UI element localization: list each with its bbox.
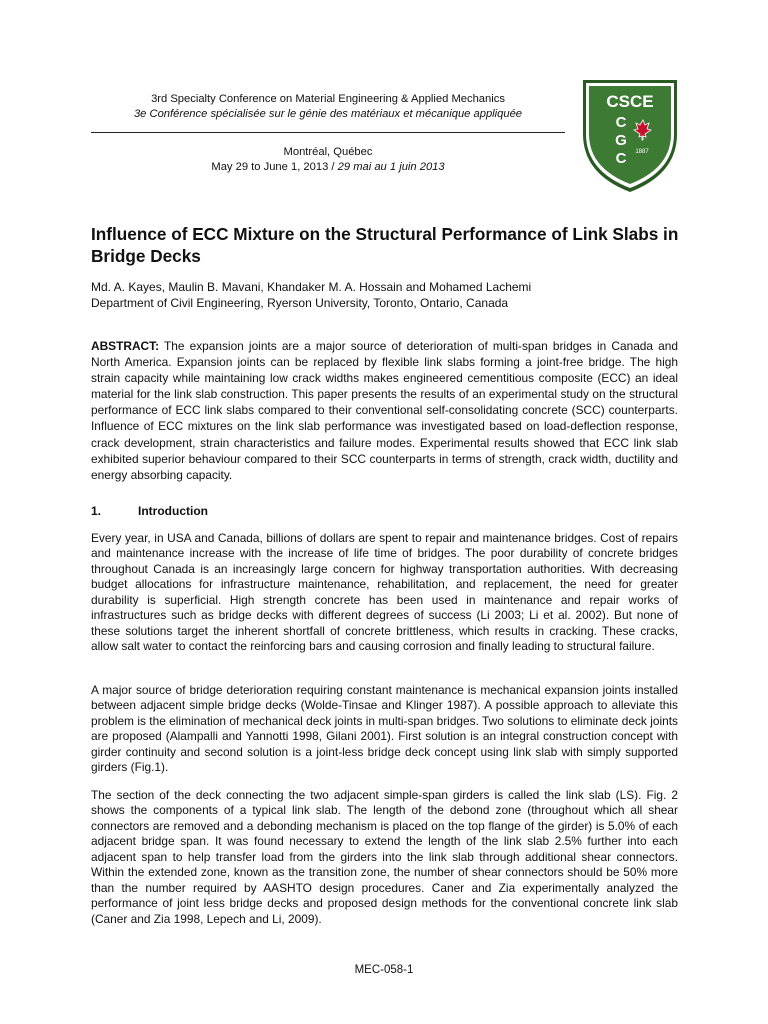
section-title: Introduction [138, 504, 208, 518]
conference-location [91, 145, 565, 175]
logo-letter-3: C [615, 150, 627, 167]
author-block [91, 279, 691, 311]
intro-paragraph-2: A major source of bridge deterioration requiring constant maintenance is mechanical expansion joints installed between adjacent simple bridge decks (Wolde-Tinsae and Klinger 1987). A possible approach to alleviate this problem is the elimination of mechanical deck joints in multi-span bridges. Two solutions to eliminate deck joints are proposed (Alampalli and Yannotti 1998, Gilani 2001). First solution is an integral construction concept with girder continuity and second solution is a joint-less bridge deck concept using link slab with simply supported girders (Fig.1). [91, 683, 678, 775]
intro-paragraph-3: The section of the deck connecting the two adjacent simple-span girders is called the link slab (LS). Fig. 2 shows the components of a typical link slab. The length of the debond zone (throughout which all shear connectors are removed and a debonding mechanism is placed on the top flange of the girder) is 5.0% of each adjacent bridge span. It was found necessary to extend the length of the link slab 2.5% further into each adjacent span to help transfer load from the girders into the link slab through additional shear connectors. Within the extended zone, known as the transition zone, the number of shear connectors should be 50% more than the number required by AASHTO design procedures. Caner and Zia experimentally analyzed the performance of joint less bridge decks and proposed design methods for the conventional concrete link slab (Caner and Zia 1998, Lepech and Li, 2009). [91, 788, 678, 926]
page-footer: MEC-058-1 [354, 964, 414, 976]
conference-header [91, 92, 565, 122]
logo-year: 1887 [635, 149, 649, 155]
abstract [91, 338, 678, 483]
abstract-label: ABSTRACT: [91, 339, 160, 353]
section-number: 1. [91, 504, 102, 518]
abstract-text: The expansion joints are a major source of deterioration of multi-span bridges in Canada and North America. Expansion joints can be replaced by flexible link slabs forming a joint-free bridge. The high strain capacity while maintaining low crack widths makes engineered cementitious composite (ECC) an ideal material for the link slab construction. This paper presents the results of an experimental study on the structural performance of ECC link slabs compared to their conventional self-consolidating concrete (SCC) counterparts. Influence of ECC mixtures on the link slab performance was investigated based on load-deflection response, crack development, strain characteristics and failure modes. Experimental results showed that ECC link slab exhibited superior behaviour compared to their SCC counterparts in terms of strength, crack width, ductility and energy absorbing capacity. [91, 339, 678, 482]
conference-name-en: 3rd Specialty Conference on Material Engineering & Applied Mechanics [151, 93, 505, 105]
logo-letter-2: G [615, 132, 627, 149]
conference-dates-fr: 29 mai au 1 juin 2013 [337, 161, 445, 173]
conference-name-fr: 3e Conférence spécialisée sur le génie des matériaux et mécanique appliquée [133, 108, 523, 120]
paper-title: Influence of ECC Mixture on the Structural Performance of Link Slabs in Bridge Decks [91, 224, 679, 266]
header-divider [91, 132, 565, 133]
conference-dates [91, 160, 565, 175]
affiliation: Department of Civil Engineering, Ryerson University, Toronto, Ontario, Canada [91, 296, 509, 310]
conference-dates-en: May 29 to June 1, 2013 / [211, 161, 338, 173]
logo-csce-text: CSCE [606, 92, 654, 111]
logo-letter-1: C [615, 114, 627, 131]
intro-paragraph-1: Every year, in USA and Canada, billions of dollars are spent to repair and maintenance bridges. Cost of repairs and maintenance increase with the increase of life time of bridges. The poor durability of concrete bridges throughout Canada is an increasingly large concern for highway transportation authorities. With decreasing budget allocations for infrastructure maintenance, rehabilitation, and replacement, the need for greater durability is superficial. High strength concrete has been used in maintenance and repair works of infrastructures such as bridge decks with different degrees of success (Li 2003; Li et al. 2002). But none of these solutions target the inherent shortfall of concrete brittleness, which results in cracking. These cracks, allow salt water to contact the reinforcing bars and causing corrosion and finally leading to structural failure. [91, 531, 678, 654]
authors-list: Md. A. Kayes, Maulin B. Mavani, Khandaker M. A. Hossain and Mohamed Lachemi [91, 280, 532, 294]
section-heading [91, 503, 208, 519]
csce-logo [581, 76, 679, 194]
conference-city: Montréal, Québec [283, 146, 373, 158]
